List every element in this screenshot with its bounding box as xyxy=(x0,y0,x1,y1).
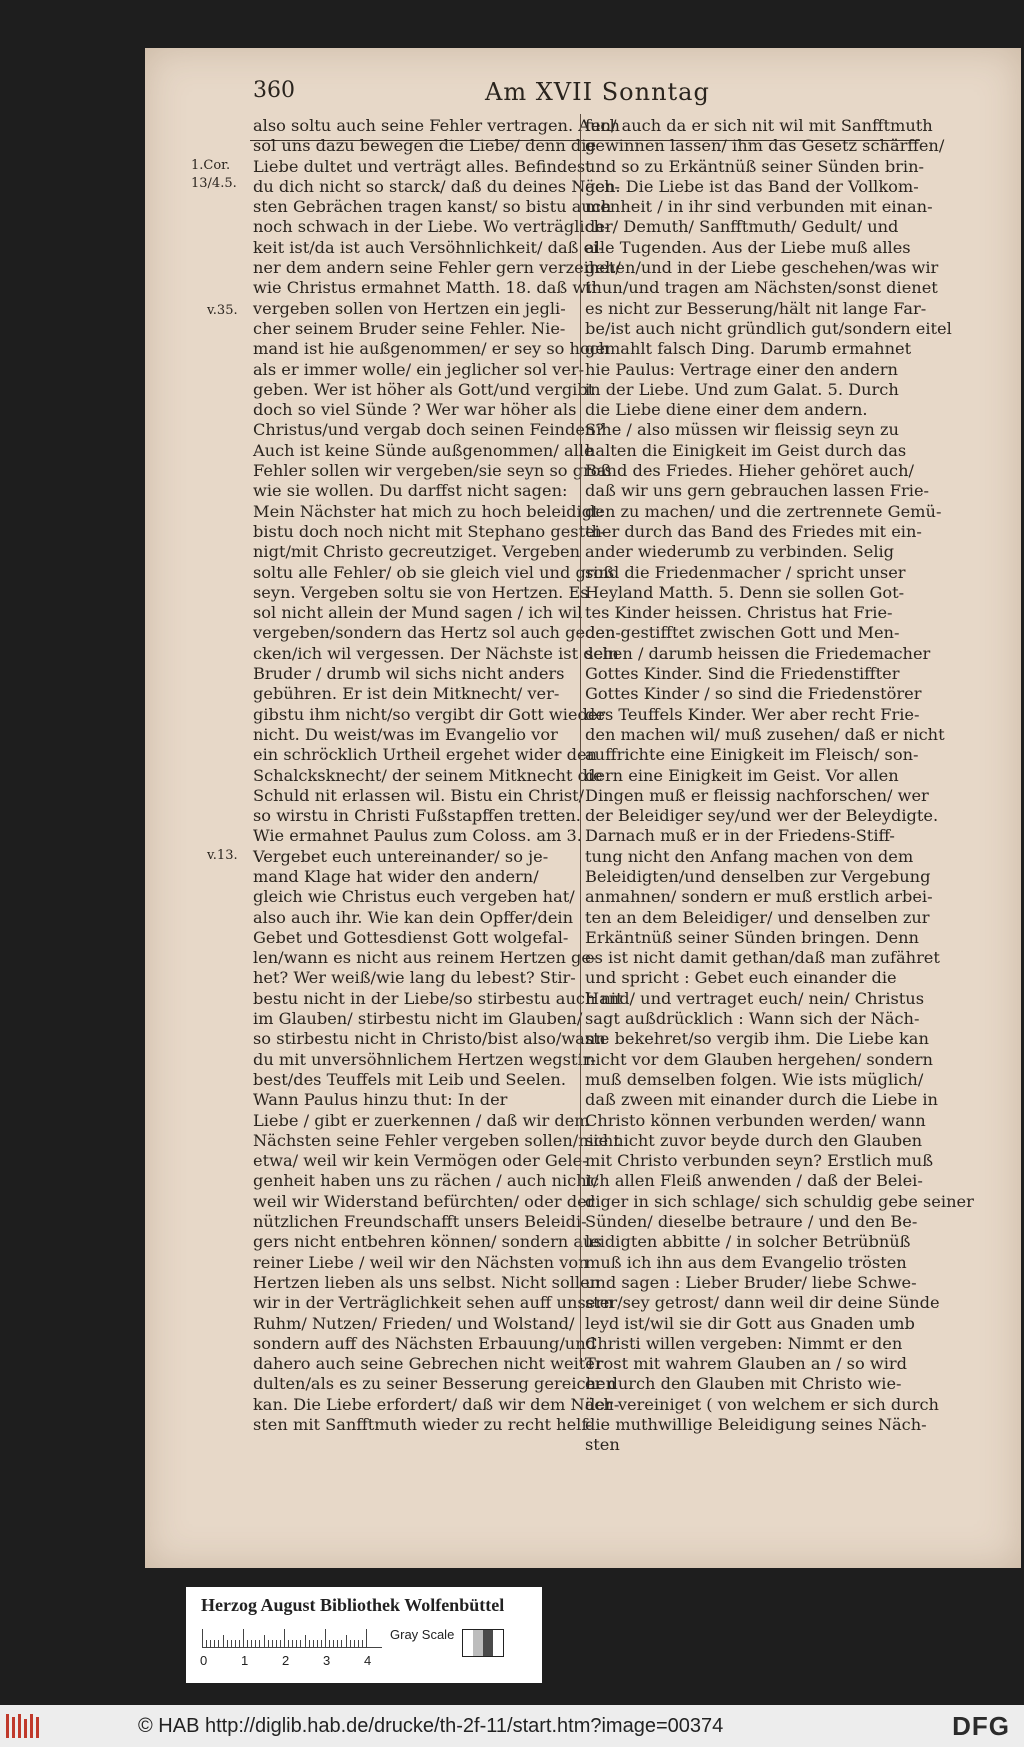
text-line: weil wir Widerstand befürchten/ oder der xyxy=(253,1191,595,1211)
text-line: Liebe / gibt er zuerkennen / daß wir dem xyxy=(253,1110,590,1130)
text-line: gleich wie Christus euch vergeben hat/ xyxy=(253,887,575,907)
text-line: nicht. Du weist/was im Evangelio vor xyxy=(253,724,558,744)
text-line: wie Christus ermahnet Matth. 18. daß wir xyxy=(253,278,600,298)
ruler-tick xyxy=(202,1629,203,1647)
text-line: ther durch das Band des Friedes mit ein- xyxy=(585,521,922,541)
text-line: der/ Demuth/ Sanfftmuth/ Gedult/ und xyxy=(585,217,899,237)
hab-logo-icon xyxy=(4,1711,46,1741)
text-line: und sagen : Lieber Bruder/ liebe Schwe- xyxy=(585,1272,917,1292)
text-line: der vereiniget ( von welchem er sich durch xyxy=(585,1394,939,1414)
ruler-tick xyxy=(341,1640,342,1647)
text-line: es nicht zur Besserung/hält nit lange Far- xyxy=(585,298,927,318)
text-line: ten an dem Beleidiger/ und denselben zur xyxy=(585,907,930,927)
text-line: Christo können verbunden werden/ wann xyxy=(585,1110,926,1130)
text-line: mand Klage hat wider den andern/ xyxy=(253,866,539,886)
ruler-tick xyxy=(235,1640,236,1647)
ruler-number: 0 xyxy=(200,1653,208,1668)
text-line: gibstu ihm nicht/so vergibt dir Gott wieder xyxy=(253,704,606,724)
ruler-tick xyxy=(227,1640,228,1647)
footer-url[interactable]: © HAB http://diglib.hab.de/drucke/th-2f-11/start.htm?image=00374 xyxy=(138,1715,724,1737)
ruler-tick xyxy=(313,1640,314,1647)
text-line: gen. Die Liebe ist das Band der Vollkom- xyxy=(585,176,919,196)
text-line: in der Liebe. Und zum Galat. 5. Durch xyxy=(585,379,899,399)
text-line: nigt/mit Christo gecreutziget. Vergeben xyxy=(253,542,581,562)
text-line: so wirstu in Christi Fußstapffen tretten. xyxy=(253,806,581,826)
ruler-tick xyxy=(231,1640,232,1647)
ruler-tick xyxy=(309,1640,310,1647)
text-line: anmahnen/ sondern er muß erstlich arbei- xyxy=(585,887,933,907)
text-line: wir in der Verträglichkeit sehen auff unsern xyxy=(253,1293,614,1313)
text-line: den zu machen/ und die zertrennete Gemü- xyxy=(585,501,942,521)
text-line: sten mit Sanfftmuth wieder zu recht helf- xyxy=(253,1415,593,1434)
page-header xyxy=(145,78,1021,118)
text-line: du mit unversöhnlichem Hertzen wegstir- xyxy=(253,1049,596,1069)
text-line: dahero auch seine Gebrechen nicht weiter xyxy=(253,1354,603,1374)
text-line: Liebe dultet und verträgt alles. Befindest xyxy=(253,156,592,176)
text-line: und so zu Erkäntnüß seiner Sünden brin- xyxy=(585,156,924,176)
text-line: menheit / in ihr sind verbunden mit einan- xyxy=(585,197,933,217)
text-line: mand ist hie außgenommen/ er sey so hoch xyxy=(253,339,610,359)
text-line: cher seinem Bruder seine Fehler. Nie- xyxy=(253,318,566,338)
ruler-tick xyxy=(337,1640,338,1647)
text-line: Ruhm/ Nutzen/ Frieden/ und Wolstand/ xyxy=(253,1313,575,1333)
text-line: gehen/und in der Liebe geschehen/was wir xyxy=(585,258,939,278)
gray-scale-label: Gray Scale xyxy=(390,1627,455,1642)
page-number: 360 xyxy=(253,78,295,103)
text-line: best/des Teuffels mit Leib und Seelen. xyxy=(253,1069,566,1089)
text-line: Christi willen vergeben: Nimmt er den xyxy=(585,1333,903,1353)
text-line: Vergebet euch untereinander/ so je- xyxy=(253,846,549,866)
text-line: noch schwach in der Liebe. Wo verträglich- xyxy=(253,217,610,237)
text-line: leyd ist/wil sie dir Gott aus Gnaden umb xyxy=(585,1313,915,1333)
text-line: im Glauben/ stirbestu nicht im Glauben/ xyxy=(253,1009,583,1029)
text-line: ein schröcklich Urtheil ergehet wider den xyxy=(253,745,598,765)
ruler-tick xyxy=(214,1640,215,1647)
text-line: nützlichen Freundschafft unsers Beleidi- xyxy=(253,1212,587,1232)
text-line: also auch ihr. Wie kan dein Opffer/dein xyxy=(253,907,574,927)
ruler-tick xyxy=(362,1640,363,1647)
text-line: sind die Friedenmacher / spricht unser xyxy=(585,562,906,582)
ruler-tick xyxy=(325,1629,326,1647)
text-line: sten Gebrächen tragen kanst/ so bistu auch xyxy=(253,197,612,217)
text-line: sol uns dazu bewegen die Liebe/ denn die xyxy=(253,136,597,156)
text-line: so stirbestu nicht in Christo/bist also/wann xyxy=(253,1029,606,1049)
text-line: nicht vor dem Glauben hergehen/ sondern xyxy=(585,1049,933,1069)
text-line: als er immer wolle/ ein jeglicher sol ver- xyxy=(253,359,585,379)
ruler-tick xyxy=(305,1635,306,1647)
text-line: reiner Liebe / weil wir den Nächsten von xyxy=(253,1252,589,1272)
margin-note: v.35. xyxy=(207,303,238,318)
ruler-tick xyxy=(247,1640,248,1647)
ruler-tick xyxy=(300,1640,301,1647)
ruler-tick xyxy=(346,1635,347,1647)
text-line: also soltu auch seine Fehler vertragen. Auch xyxy=(253,116,620,135)
ruler xyxy=(202,1627,382,1648)
ruler-tick xyxy=(284,1629,285,1647)
text-line: thun/und tragen am Nächsten/sonst dienet xyxy=(585,278,938,298)
text-line: leidigten abbitte / in solcher Betrübnüß xyxy=(585,1232,911,1252)
right-column xyxy=(585,116,974,1456)
text-line: Mein Nächster hat mich zu hoch beleidigt: xyxy=(253,501,605,521)
library-name: Herzog August Bibliothek Wolfenbüttel xyxy=(201,1595,505,1615)
text-line: ster/sey getrost/ dann weil dir deine Sünde xyxy=(585,1293,940,1313)
text-line: schen / darumb heissen die Friedemacher xyxy=(585,643,931,663)
ruler-number: 4 xyxy=(364,1653,372,1668)
text-line: genheit haben uns zu rächen / auch nicht/ xyxy=(253,1171,599,1191)
ruler-tick xyxy=(350,1640,351,1647)
running-head: Am XVII Sonntag xyxy=(485,78,710,106)
text-line: Gebet und Gottesdienst Gott wolgefal- xyxy=(253,927,569,947)
text-line: ander wiederumb zu verbinden. Selig xyxy=(585,542,895,562)
text-line: die Liebe diene einer dem andern. xyxy=(585,400,868,420)
text-line: len/wann es nicht aus reinem Hertzen ge- xyxy=(253,948,597,968)
ruler-tick xyxy=(333,1640,334,1647)
text-line: Darnach muß er in der Friedens-Stiff- xyxy=(585,826,895,846)
text-line: er durch den Glauben mit Christo wie- xyxy=(585,1374,902,1394)
text-line: sondern auff des Nächsten Erbauung/und xyxy=(253,1333,596,1353)
column-divider xyxy=(580,114,581,1364)
dfg-logo: DFG xyxy=(952,1711,1010,1741)
text-line: cken/ich wil vergessen. Der Nächste ist dein xyxy=(253,643,619,663)
ruler-tick xyxy=(206,1640,207,1647)
text-line: des Teuffels Kinder. Wer aber recht Frie- xyxy=(585,704,920,724)
text-line: der Beleidiger sey/und wer der Beleydigte. xyxy=(585,806,939,826)
margin-note: 1.Cor. xyxy=(191,158,231,173)
text-line: daß zween mit einander durch die Liebe in xyxy=(585,1090,938,1110)
text-line: sol nicht allein der Mund sagen / ich wil xyxy=(253,603,583,623)
text-line: sie nicht zuvor beyde durch den Glauben xyxy=(585,1130,923,1150)
text-line: gewinnen lassen/ ihm das Gesetz schärffen/ xyxy=(585,136,945,156)
text-line: den machen wil/ muß zusehen/ daß er nicht xyxy=(585,724,945,744)
text-line: bistu doch noch nicht mit Stephano gestei- xyxy=(253,521,606,541)
text-line: hie Paulus: Vertrage einer den andern xyxy=(585,359,898,379)
margin-note: v.13. xyxy=(207,848,238,863)
text-line: Dingen muß er fleissig nachforschen/ wer xyxy=(585,785,929,805)
ruler-tick xyxy=(366,1629,367,1647)
text-line: gebühren. Er ist dein Mitknecht/ ver- xyxy=(253,684,560,704)
text-line: Beleidigten/und denselben zur Vergebung xyxy=(585,866,931,886)
book-page xyxy=(145,48,1021,1568)
text-line: tung nicht den Anfang machen von dem xyxy=(585,846,914,866)
ruler-tick xyxy=(268,1640,269,1647)
text-line: bestu nicht in der Liebe/so stirbestu auch nit xyxy=(253,988,623,1008)
text-line: Wann Paulus hinzu thut: In der xyxy=(253,1090,508,1110)
ruler-tick xyxy=(358,1640,359,1647)
ruler-number: 2 xyxy=(282,1653,290,1668)
ruler-number: 3 xyxy=(323,1653,331,1668)
text-line: muß ich ihn aus dem Evangelio trösten xyxy=(585,1252,907,1272)
text-line: Hertzen lieben als uns selbst. Nicht sollen xyxy=(253,1272,601,1292)
text-line: sagt außdrücklich : Wann sich der Näch- xyxy=(585,1009,920,1029)
text-line: Fehler sollen wir vergeben/sie seyn so groß xyxy=(253,461,612,481)
ruler-tick xyxy=(239,1640,240,1647)
text-line: sten xyxy=(585,1435,620,1455)
ruler-tick xyxy=(218,1640,219,1647)
text-line: Heyland Matth. 5. Denn sie sollen Got- xyxy=(585,582,905,602)
text-line: be/ist auch nicht gründlich gut/sondern eitel xyxy=(585,318,952,338)
text-line: muß demselben folgen. Wie ists müglich/ xyxy=(585,1069,924,1089)
text-line: Christus/und vergab doch seinen Feinden? xyxy=(253,420,605,440)
text-line: du dich nicht so starck/ daß du deines Näch- xyxy=(253,176,620,196)
text-line: Nächsten seine Fehler vergeben sollen/nicht xyxy=(253,1130,620,1150)
ruler-tick xyxy=(272,1640,273,1647)
text-line: doch so viel Sünde ? Wer war höher als xyxy=(253,400,577,420)
text-line: wie sie wollen. Du darffst nicht sagen: xyxy=(253,481,568,501)
text-line: Sihe / also müssen wir fleissig seyn zu xyxy=(585,420,899,440)
text-line: Bruder / drumb wil sichs nicht anders xyxy=(253,664,565,684)
text-line: Schalcksknecht/ der seinem Mitknecht die xyxy=(253,765,603,785)
text-line: ich allen Fleiß anwenden / daß der Belei- xyxy=(585,1171,923,1191)
ruler-tick xyxy=(329,1640,330,1647)
ruler-tick xyxy=(255,1640,256,1647)
text-line: gers nicht entbehren können/ sondern aus xyxy=(253,1232,602,1252)
text-line: daß wir uns gern gebrauchen lassen Frie- xyxy=(585,481,929,501)
text-line: het? Wer weiß/wie lang du lebest? Stir- xyxy=(253,968,576,988)
ruler-tick xyxy=(317,1640,318,1647)
left-column xyxy=(253,116,623,1435)
text-line: Gottes Kinder / so sind die Friedenstörer xyxy=(585,684,922,704)
ruler-tick xyxy=(259,1640,260,1647)
text-line: die muthwillige Beleidigung seines Näch- xyxy=(585,1415,927,1434)
text-line: den gestifftet zwischen Gott und Men- xyxy=(585,623,900,643)
text-line: halten die Einigkeit im Geist durch das xyxy=(585,440,907,460)
ruler-tick xyxy=(276,1640,277,1647)
text-line: Sünden/ dieselbe betraure / und den Be- xyxy=(585,1212,918,1232)
ruler-tick xyxy=(288,1640,289,1647)
text-line: vergeben/sondern das Hertz sol auch geden- xyxy=(253,623,621,643)
text-line: mit Christo verbunden seyn? Erstlich muß xyxy=(585,1151,934,1171)
text-line: kan. Die Liebe erfordert/ daß wir dem Näch- xyxy=(253,1394,620,1414)
text-line: fen/ auch da er sich nit wil mit Sanfftmuth xyxy=(585,116,933,135)
text-line: dern eine Einigkeit im Geist. Vor allen xyxy=(585,765,899,785)
text-line: tes Kinder heissen. Christus hat Frie- xyxy=(585,603,893,623)
ruler-tick xyxy=(243,1629,244,1647)
text-line: es ist nicht damit gethan/daß man zufähret xyxy=(585,948,940,968)
text-line: dulten/als es zu seiner Besserung gereichen xyxy=(253,1374,616,1394)
ruler-tick xyxy=(354,1640,355,1647)
text-line: auffrichte eine Einigkeit im Fleisch/ son- xyxy=(585,745,919,765)
ruler-tick xyxy=(264,1635,265,1647)
text-line: Erkäntnüß seiner Sünden bringen. Denn xyxy=(585,927,919,947)
text-line: vergeben sollen von Hertzen ein jegli- xyxy=(253,298,566,318)
text-line: Schuld nit erlassen wil. Bistu ein Christ/ xyxy=(253,785,585,805)
text-line: Auch ist keine Sünde außgenommen/ alle xyxy=(253,440,594,460)
text-line: alle Tugenden. Aus der Liebe muß alles xyxy=(585,237,911,257)
scale-card xyxy=(186,1587,542,1683)
text-line: soltu alle Fehler/ ob sie gleich viel und groß xyxy=(253,562,615,582)
gray-scale-swatch xyxy=(462,1629,504,1657)
text-line: gemahlt falsch Ding. Darumb ermahnet xyxy=(585,339,912,359)
text-line: ste bekehret/so vergib ihm. Die Liebe kan xyxy=(585,1029,929,1049)
ruler-tick xyxy=(321,1640,322,1647)
text-line: Hand/ und vertraget euch/ nein/ Christus xyxy=(585,988,925,1008)
margin-note: 13/4.5. xyxy=(191,176,237,191)
text-line: seyn. Vergeben soltu sie von Hertzen. Es xyxy=(253,582,589,602)
ruler-number: 1 xyxy=(241,1653,249,1668)
ruler-tick xyxy=(296,1640,297,1647)
text-line: geben. Wer ist höher als Gott/und vergibt xyxy=(253,379,595,399)
text-line: keit ist/da ist auch Versöhnlichkeit/ daß ei- xyxy=(253,237,604,257)
text-line: etwa/ weil wir kein Vermögen oder Gele- xyxy=(253,1151,588,1171)
text-line: diger in sich schlage/ sich schuldig gebe seiner xyxy=(585,1191,974,1211)
text-line: ner dem andern seine Fehler gern verzeihet/ xyxy=(253,258,621,278)
text-line: Gottes Kinder. Sind die Friedenstiffter xyxy=(585,664,900,684)
ruler-tick xyxy=(292,1640,293,1647)
text-line: und spricht : Gebet euch einander die xyxy=(585,968,897,988)
text-line: Wie ermahnet Paulus zum Coloss. am 3. xyxy=(253,826,582,846)
ruler-tick xyxy=(223,1635,224,1647)
text-line: Trost mit wahrem Glauben an / so wird xyxy=(585,1354,908,1374)
ruler-tick xyxy=(210,1640,211,1647)
text-line: Band des Friedes. Hieher gehöret auch/ xyxy=(585,461,915,481)
ruler-tick xyxy=(251,1640,252,1647)
footer-bar xyxy=(0,1705,1024,1747)
ruler-tick xyxy=(280,1640,281,1647)
